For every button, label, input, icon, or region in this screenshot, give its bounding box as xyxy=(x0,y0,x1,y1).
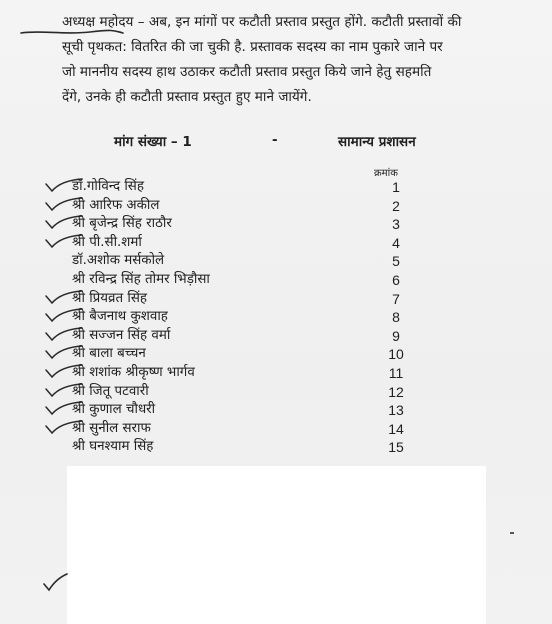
member-row xyxy=(62,364,422,382)
member-row xyxy=(62,308,422,326)
member-name: श्री आरिफ अकील xyxy=(72,197,160,213)
member-name: श्री बैजनाथ कुशवाह xyxy=(72,309,168,325)
demand-number-heading: मांग संख्या – 1 xyxy=(114,134,192,150)
member-row xyxy=(62,197,422,215)
paragraph-line-2: सूची पृथकत: वितरित की जा चुकी है. प्रस्तावक सदस्य का नाम पुकारे जाने पर xyxy=(62,39,443,55)
paragraph-line-3: जो माननीय सदस्य हाथ उठाकर कटौती प्रस्ताव प्रस्तुत किये जाने हेतु सहमति xyxy=(62,64,432,80)
intro-paragraph xyxy=(62,10,532,110)
member-serial-number: 6 xyxy=(392,272,400,288)
blank-redacted-area xyxy=(67,466,486,624)
member-serial-number: 12 xyxy=(388,383,404,400)
member-serial-number: 1 xyxy=(392,179,400,195)
paragraph-line-1-text: – अब, इन मांगों पर कटौती प्रस्ताव प्रस्तुत होंगे. कटौती प्रस्तावों की xyxy=(133,14,462,30)
member-row xyxy=(62,327,422,345)
member-serial-number: 2 xyxy=(392,197,400,214)
member-name: श्री शशांक श्रीकृष्ण भार्गव xyxy=(72,365,195,380)
member-serial-number: 13 xyxy=(388,402,404,419)
stray-mark xyxy=(510,532,514,534)
member-row xyxy=(62,420,422,438)
member-row xyxy=(62,178,422,196)
member-row xyxy=(62,345,422,363)
member-serial-number: 15 xyxy=(388,439,404,456)
member-row xyxy=(62,215,422,233)
member-name: श्री रविन्द्र सिंह तोमर भिड़ौसा xyxy=(72,272,210,287)
department-heading: सामान्य प्रशासन xyxy=(338,134,416,150)
member-row xyxy=(62,234,422,252)
member-name: श्री पी.सी.शर्मा xyxy=(72,234,142,250)
speaker-label: अध्यक्ष महोदय xyxy=(62,14,134,30)
member-name: श्री प्रियव्रत सिंह xyxy=(72,290,148,306)
member-serial-number: 10 xyxy=(388,346,404,363)
member-name: श्री बृजेन्द्र सिंह राठौर xyxy=(72,216,172,232)
member-row xyxy=(62,383,422,401)
member-name: श्री कुणाल चौधरी xyxy=(72,402,156,418)
member-name: श्री बाला बच्चन xyxy=(72,346,146,362)
handwritten-underline xyxy=(20,28,124,36)
member-name: श्री सज्जन सिंह वर्मा xyxy=(72,327,171,343)
member-serial-number: 5 xyxy=(392,253,400,270)
member-serial-number: 9 xyxy=(392,327,400,344)
member-serial-number: 14 xyxy=(388,420,404,437)
member-serial-number: 11 xyxy=(388,365,404,381)
member-name: श्री सुनील सराफ xyxy=(72,420,151,436)
member-row xyxy=(62,252,422,270)
member-row xyxy=(62,271,422,289)
heading-dash: - xyxy=(272,132,278,148)
member-row xyxy=(62,290,422,308)
member-serial-number: 8 xyxy=(392,309,400,326)
serial-column-header: क्रमांक xyxy=(374,168,398,179)
member-name: डॉ.गोविन्द सिंह xyxy=(72,179,144,194)
paragraph-line-1 xyxy=(62,10,532,35)
member-serial-number: 7 xyxy=(392,290,400,307)
member-serial-number: 3 xyxy=(392,216,400,233)
member-serial-number: 4 xyxy=(392,234,400,251)
member-name: श्री घनश्याम सिंह xyxy=(72,439,154,455)
member-row xyxy=(62,401,422,419)
member-name: श्री जितू पटवारी xyxy=(72,383,149,399)
paragraph-line-4: देंगे, उनके ही कटौती प्रस्ताव प्रस्तुत हुए माने जायेंगे. xyxy=(62,89,312,105)
member-name: डॉ.अशोक मर्सकोले xyxy=(72,253,165,269)
member-row xyxy=(62,438,422,456)
margin-tick-mark xyxy=(42,572,68,594)
